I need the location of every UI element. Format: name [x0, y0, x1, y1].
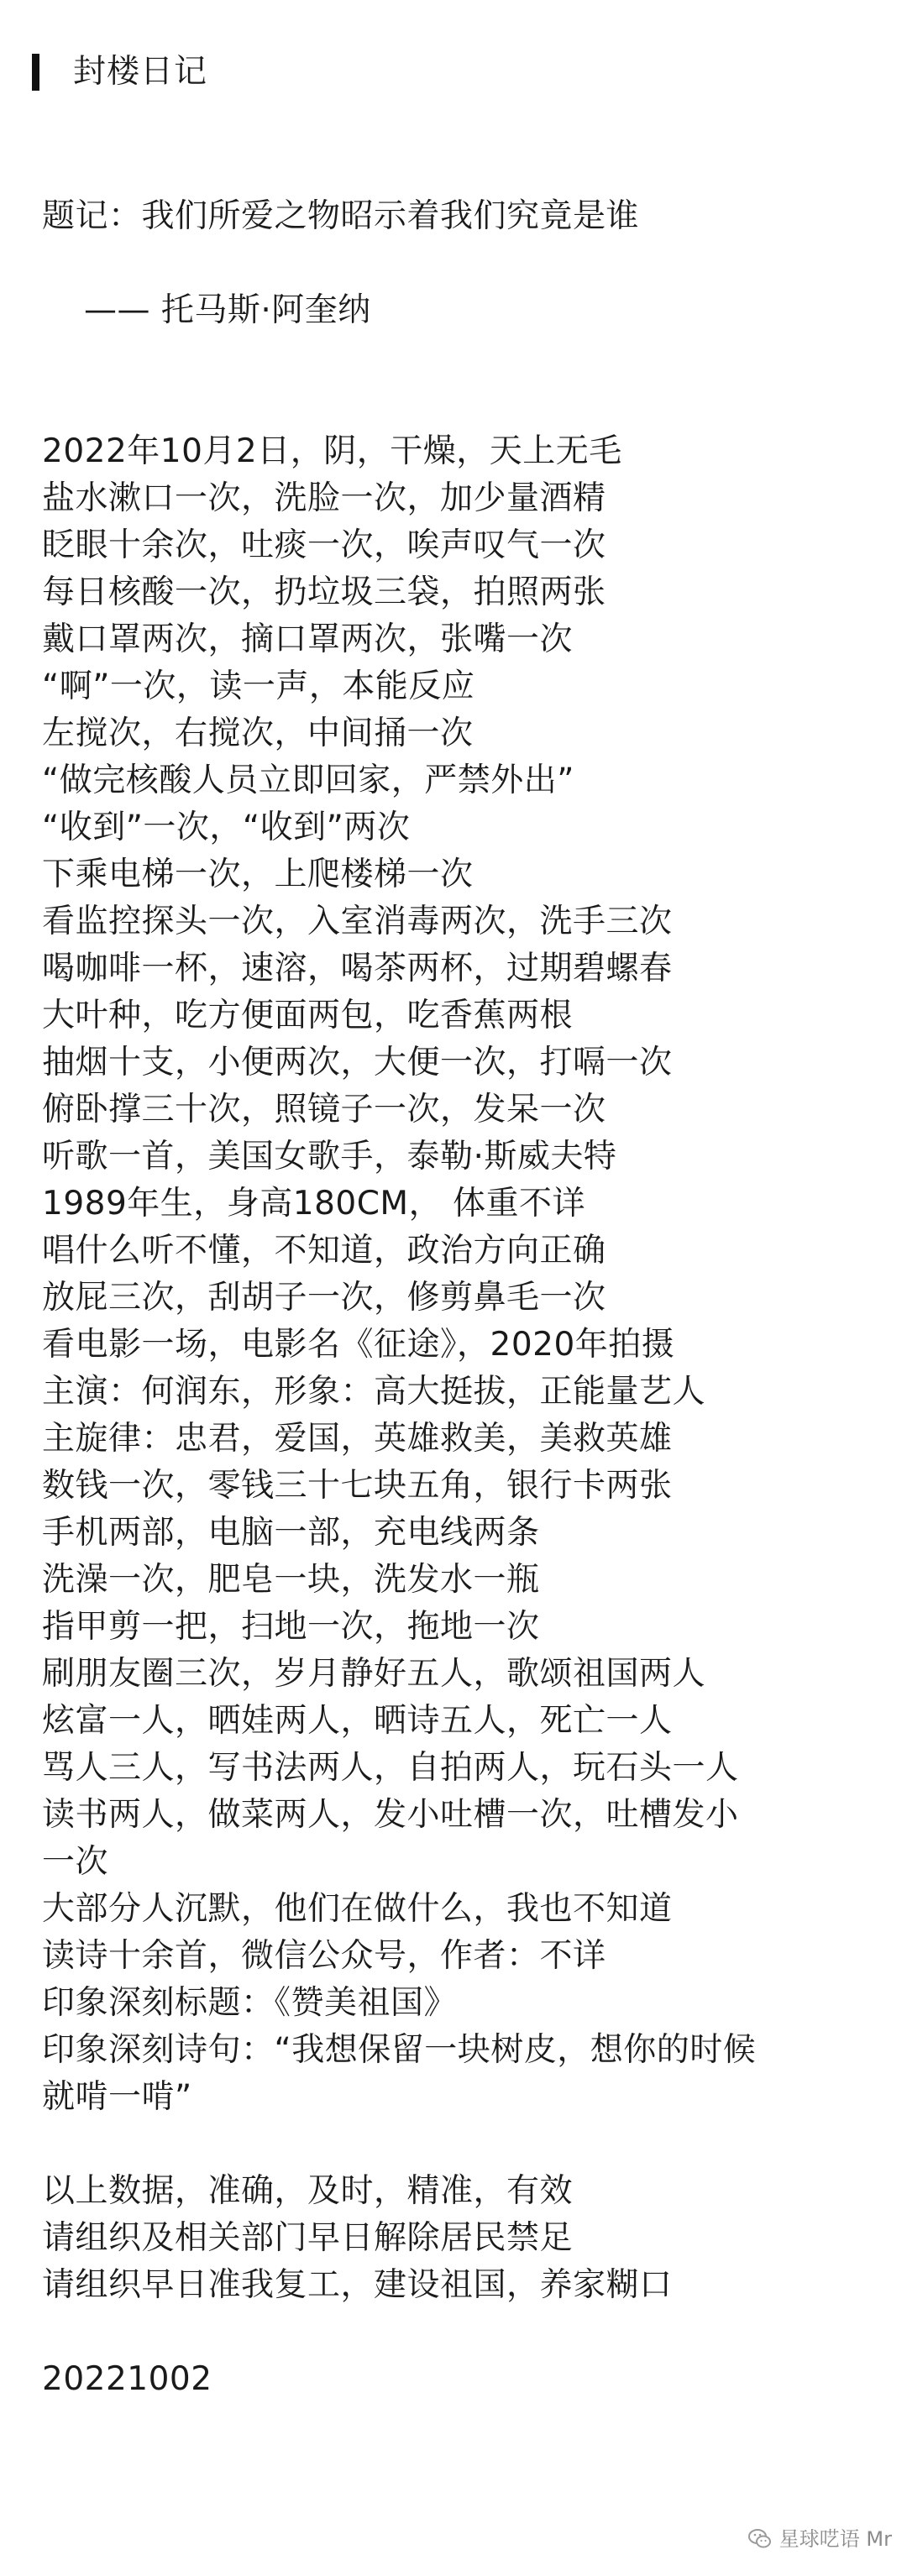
diary-line: 一次	[42, 1843, 109, 1881]
wechat-logo-icon	[747, 2526, 773, 2552]
blank-line	[42, 240, 873, 287]
diary-line: 题记：我们所爱之物昭示着我们究竟是谁	[42, 197, 640, 235]
diary-line: 20221002	[42, 2360, 212, 2398]
blank-line	[42, 334, 873, 381]
diary-line: 请组织及相关部门早日解除居民禁足	[42, 2219, 574, 2257]
diary-line: 洗澡一次，肥皂一块，洗发水一瓶	[42, 1561, 540, 1599]
diary-line: 读诗十余首，微信公众号，作者：不详	[42, 1937, 606, 1975]
blank-line	[42, 2309, 873, 2356]
watermark-text: 星球呓语 Mr	[779, 2527, 892, 2551]
diary-line: “啊”一次，读一声，本能反应	[42, 668, 475, 705]
diary-line: “收到”一次，“收到”两次	[42, 809, 411, 846]
diary-line: 炫富一人，晒娃两人，晒诗五人，死亡一人	[42, 1702, 673, 1740]
diary-body	[42, 193, 873, 2403]
diary-line: 戴口罩两次，摘口罩两次，张嘴一次	[42, 620, 574, 658]
diary-line: 骂人三人，写书法两人，自拍两人，玩石头一人	[42, 1749, 739, 1787]
diary-line: 俯卧撑三十次，照镜子一次，发呆一次	[42, 1091, 606, 1128]
diary-line: 放屁三次，刮胡子一次，修剪鼻毛一次	[42, 1279, 606, 1317]
diary-line: 指甲剪一把，扫地一次，拖地一次	[42, 1608, 540, 1646]
diary-line: 抽烟十支，小便两次，大便一次，打嗝一次	[42, 1044, 673, 1081]
diary-line: “做完核酸人员立即回家，严禁外出”	[42, 762, 574, 799]
blank-line	[42, 381, 873, 428]
blank-line	[42, 2121, 873, 2168]
diary-line: 看监控探头一次，入室消毒两次，洗手三次	[42, 903, 673, 940]
diary-line: 左搅次，右搅次，中间捅一次	[42, 715, 474, 752]
diary-line: 大部分人沉默，他们在做什么，我也不知道	[42, 1890, 673, 1928]
diary-line: 盐水漱口一次，洗脸一次，加少量酒精	[42, 479, 606, 517]
diary-line: 数钱一次，零钱三十七块五角，银行卡两张	[42, 1467, 673, 1505]
diary-line: —— 托马斯·阿奎纳	[84, 291, 371, 329]
diary-line: 2022年10月2日，阴，干燥，天上无毛	[42, 432, 622, 470]
diary-line: 主旋律：忠君，爱国，英雄救美，美救英雄	[42, 1420, 673, 1458]
diary-line: 主演：何润东，形象：高大挺拔，正能量艺人	[42, 1373, 706, 1411]
diary-line: 请组织早日准我复工，建设祖国，养家糊口	[42, 2266, 673, 2304]
diary-line: 印象深刻标题：《赞美祖国》	[42, 1984, 458, 2022]
diary-line: 读书两人，做菜两人，发小吐槽一次，吐槽发小	[42, 1796, 739, 1834]
page-header	[32, 50, 207, 94]
diary-line: 以上数据，准确，及时，精准，有效	[42, 2172, 574, 2210]
diary-line: 就啃一啃”	[42, 2078, 192, 2116]
diary-line: 大叶种，吃方便面两包，吃香蕉两根	[42, 997, 574, 1034]
page-title: 封楼日记	[73, 53, 208, 91]
title-accent-bar	[32, 54, 39, 91]
diary-line: 每日核酸一次，扔垃圾三袋，拍照两张	[42, 573, 606, 611]
diary-line: 手机两部，电脑一部，充电线两条	[42, 1514, 540, 1552]
diary-line: 下乘电梯一次，上爬楼梯一次	[42, 856, 474, 893]
diary-line: 唱什么听不懂，不知道，政治方向正确	[42, 1232, 606, 1270]
watermark	[747, 2526, 892, 2552]
diary-line: 印象深刻诗句：“我想保留一块树皮，想你的时候	[42, 2031, 757, 2069]
diary-line: 眨眼十余次，吐痰一次，唉声叹气一次	[42, 526, 606, 564]
diary-line: 听歌一首，美国女歌手，泰勒·斯威夫特	[42, 1138, 617, 1175]
diary-line: 看电影一场，电影名《征途》，2020年拍摄	[42, 1326, 675, 1364]
diary-line: 刷朋友圈三次，岁月静好五人，歌颂祖国两人	[42, 1655, 706, 1693]
diary-line: 1989年生，身高180CM， 体重不详	[42, 1185, 585, 1223]
diary-line: 喝咖啡一杯，速溶，喝茶两杯，过期碧螺春	[42, 950, 673, 987]
